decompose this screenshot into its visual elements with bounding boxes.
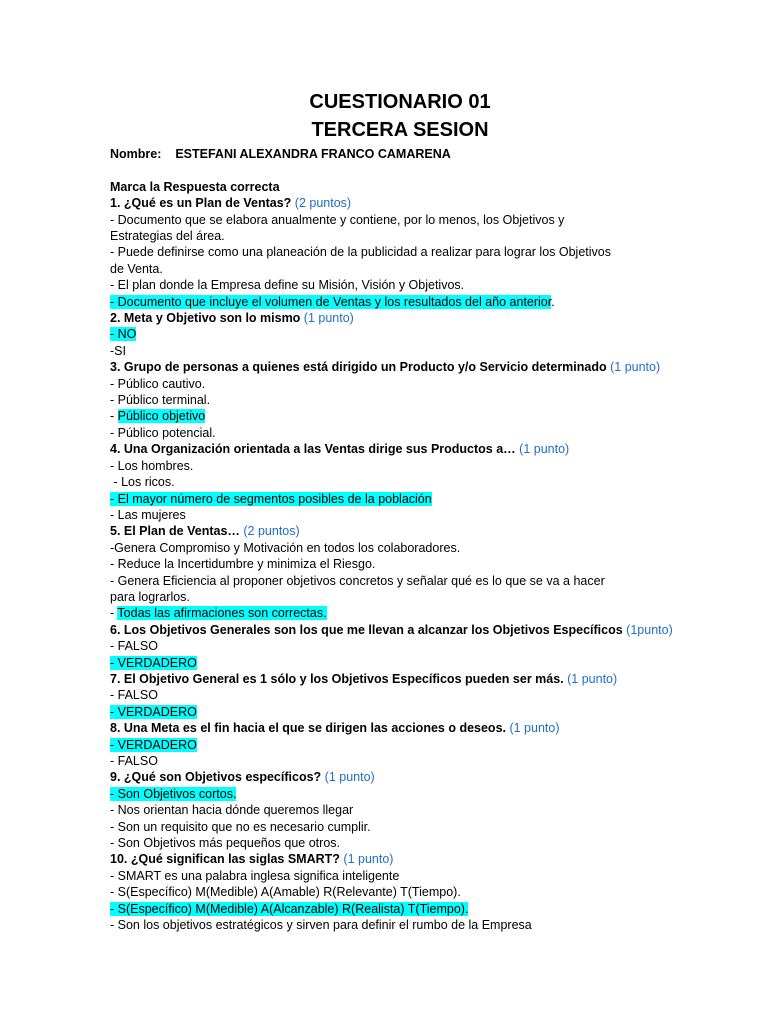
option-label: Estrategias del área. xyxy=(110,229,225,244)
answer-option xyxy=(110,507,710,523)
answer-option xyxy=(110,589,710,605)
answer-option xyxy=(110,212,710,228)
option-label: - Nos orientan hacia dónde queremos llegar xyxy=(110,803,354,818)
option-label: - Son Objetivos cortos. xyxy=(110,786,237,801)
answer-option xyxy=(110,458,710,474)
document-page xyxy=(110,88,710,933)
answer-option xyxy=(110,376,710,392)
question-label: 10. ¿Qué significan las siglas SMART? xyxy=(110,852,344,867)
instruction: Marca la Respuesta correcta xyxy=(110,179,280,194)
points-label: (1punto) xyxy=(626,622,673,637)
question-text xyxy=(110,671,710,687)
option-label: - Las mujeres xyxy=(110,507,186,522)
option-label: - Público terminal. xyxy=(110,393,211,408)
answer-option-selected xyxy=(110,737,710,753)
question-text xyxy=(110,851,710,867)
answer-option xyxy=(110,573,710,589)
answer-option xyxy=(110,244,710,260)
question-label: 5. El Plan de Ventas… xyxy=(110,524,244,539)
option-label: - Son Objetivos más pequeños que otros. xyxy=(110,836,340,851)
answer-option xyxy=(110,835,710,851)
blank-line xyxy=(110,162,710,178)
answer-option xyxy=(110,638,710,654)
option-label: - Son los objetivos estratégicos y sirven para definir el rumbo de la Empresa xyxy=(110,918,532,933)
question-list xyxy=(110,195,710,933)
option-label: - FALSO xyxy=(110,754,158,769)
answer-option xyxy=(110,556,710,572)
question-label: 6. Los Objetivos Generales son los que me llevan a alcanzar los Objetivos Específicos xyxy=(110,622,627,637)
name-label: Nombre: xyxy=(110,147,162,161)
option-label: - VERDADERO xyxy=(110,655,197,670)
points-label: (2 puntos) xyxy=(294,196,352,211)
answer-option-selected xyxy=(110,786,710,802)
answer-option xyxy=(110,868,710,884)
answer-option xyxy=(110,392,710,408)
name-value: ESTEFANI ALEXANDRA FRANCO CAMARENA xyxy=(175,147,451,161)
option-label: - NO xyxy=(110,327,137,342)
answer-option xyxy=(110,917,710,933)
option-label: - FALSO xyxy=(110,639,158,654)
option-label: - Puede definirse como una planeación de la publicidad a realizar para lograr los Objetivos xyxy=(110,245,611,260)
answer-option xyxy=(110,228,710,244)
option-prefix: - xyxy=(110,409,118,424)
answer-option xyxy=(110,819,710,835)
answer-option xyxy=(110,687,710,703)
option-label: - SMART es una palabra inglesa significa inteligente xyxy=(110,868,400,883)
question-text xyxy=(110,769,710,785)
question-text xyxy=(110,441,710,457)
option-label: Todas las afirmaciones son correctas. xyxy=(117,606,327,621)
option-label: - Los hombres. xyxy=(110,458,194,473)
page-title: CUESTIONARIO 01 xyxy=(309,91,491,113)
option-label: - Público cautivo. xyxy=(110,376,206,391)
option-label: para lograrlos. xyxy=(110,589,190,604)
option-label: - Los ricos. xyxy=(110,475,175,490)
question-label: 3. Grupo de personas a quienes está dirigido un Producto y/o Servicio determinado xyxy=(110,360,611,375)
option-label: - Documento que incluye el volumen de Ventas y los resultados del año anterior xyxy=(110,294,552,309)
student-name-line xyxy=(110,146,710,162)
points-label: (2 puntos) xyxy=(243,524,300,539)
answer-option xyxy=(110,753,710,769)
question-label: 9. ¿Qué son Objetivos específicos? xyxy=(110,770,325,785)
answer-option-selected xyxy=(110,655,710,671)
answer-option xyxy=(110,425,710,441)
answer-option xyxy=(110,802,710,818)
option-label: - Público potencial. xyxy=(110,425,216,440)
points-label: (1 punto) xyxy=(343,852,394,867)
question-text xyxy=(110,359,710,375)
points-label: (1 punto) xyxy=(303,311,354,326)
points-label: (1 punto) xyxy=(519,442,570,457)
answer-option-selected xyxy=(110,408,710,424)
question-text xyxy=(110,310,710,326)
option-label: - El mayor número de segmentos posibles de la población xyxy=(110,491,432,506)
option-label: - Reduce la Incertidumbre y minimiza el Riesgo. xyxy=(110,557,376,572)
option-label: - VERDADERO xyxy=(110,704,197,719)
option-label: - FALSO xyxy=(110,688,158,703)
option-tail: . xyxy=(551,294,555,309)
answer-option-selected xyxy=(110,326,710,342)
option-label: - Son un requisito que no es necesario cumplir. xyxy=(110,819,371,834)
question-label: 2. Meta y Objetivo son lo mismo xyxy=(110,311,304,326)
option-label: Público objetivo xyxy=(117,409,206,424)
option-label: - Genera Eficiencia al proponer objetivos concretos y señalar qué es lo que se va a hacer xyxy=(110,573,605,588)
answer-option xyxy=(110,277,710,293)
page-subtitle: TERCERA SESION xyxy=(311,119,489,141)
question-label: 1. ¿Qué es un Plan de Ventas? xyxy=(110,196,295,211)
option-label: -SI xyxy=(110,343,126,358)
question-text xyxy=(110,523,710,539)
question-text xyxy=(110,622,710,638)
answer-option xyxy=(110,540,710,556)
question-label: 4. Una Organización orientada a las Ventas dirige sus Productos a… xyxy=(110,442,520,457)
points-label: (1 punto) xyxy=(610,360,661,375)
points-label: (1 punto) xyxy=(567,671,618,686)
question-label: 8. Una Meta es el fin hacia el que se dirigen las acciones o deseos. xyxy=(110,721,510,736)
answer-option-selected xyxy=(110,491,710,507)
option-prefix: - xyxy=(110,606,118,621)
option-label: -Genera Compromiso y Motivación en todos los colaboradores. xyxy=(110,540,461,555)
answer-option xyxy=(110,474,710,490)
answer-option-selected xyxy=(110,901,710,917)
answer-option xyxy=(110,343,710,359)
points-label: (1 punto) xyxy=(324,770,375,785)
points-label: (1 punto) xyxy=(509,721,560,736)
option-label: - S(Específico) M(Medible) A(Alcanzable) R(Realista) T(Tiempo). xyxy=(110,901,469,916)
option-label: - S(Específico) M(Medible) A(Amable) R(Relevante) T(Tiempo). xyxy=(110,885,461,900)
option-label: de Venta. xyxy=(110,261,163,276)
answer-option-selected xyxy=(110,605,710,621)
answer-option xyxy=(110,884,710,900)
option-label: - VERDADERO xyxy=(110,737,197,752)
question-label: 7. El Objetivo General es 1 sólo y los Objetivos Específicos pueden ser más. xyxy=(110,671,568,686)
option-label: - El plan donde la Empresa define su Misión, Visión y Objetivos. xyxy=(110,278,465,293)
question-text xyxy=(110,195,710,211)
answer-option-selected xyxy=(110,704,710,720)
option-label: - Documento que se elabora anualmente y contiene, por lo menos, los Objetivos y xyxy=(110,212,565,227)
answer-option-selected xyxy=(110,294,710,310)
answer-option xyxy=(110,261,710,277)
question-text xyxy=(110,720,710,736)
